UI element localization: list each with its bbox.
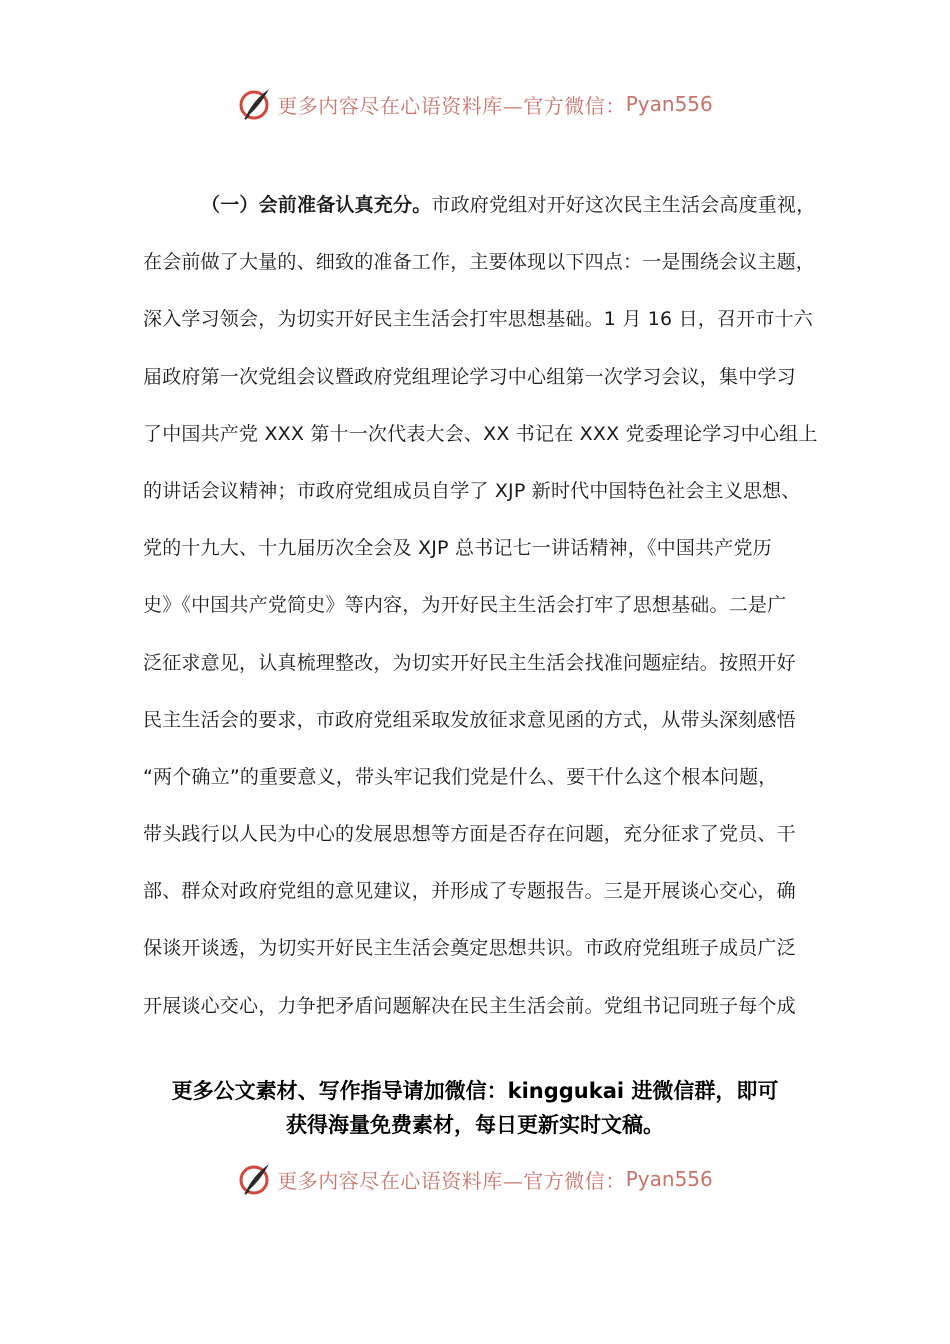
paragraph-line: 届政府第一次党组会议暨政府党组理论学习中心组第一次学习会议，集中学习 (143, 365, 796, 388)
quill-logo-icon (237, 1161, 273, 1197)
paragraph-text: 市政府党组对开好这次民主生活会高度重视， (431, 194, 816, 216)
paragraph-line: 泛征求意见，认真梳理整改，为切实开好民主生活会找准问题症结。按照开好 (143, 651, 796, 674)
paragraph-line: 开展谈心交心，力争把矛盾问题解决在民主生活会前。党组书记同班子每个成 (143, 994, 796, 1017)
paragraph-line: 史》《中国共产党简史》等内容，为开好民主生活会打牢了思想基础。二是广 (143, 594, 787, 617)
section-heading: （一）会前准备认真充分。 (201, 194, 432, 216)
promo-line-2: 获得海量免费素材，每日更新实时文稿。 (286, 1113, 664, 1137)
paragraph-line: 的讲话会议精神；市政府党组成员自学了 XJP 新时代中国特色社会主义思想、 (143, 479, 801, 502)
paragraph-line (143, 177, 816, 234)
paragraph-line: 了中国共产党 XXX 第十一次代表大会、XX 书记在 XXX 党委理论学习中心组上 (143, 422, 818, 445)
promo-line-1: 更多公文素材、写作指导请加微信：kinggukai 进微信群，即可 (171, 1079, 779, 1103)
paragraph-line: “两个确立”的重要意义，带头牢记我们党是什么、要干什么这个根本问题， (143, 765, 778, 788)
banner-site-text: 更多内容尽在心语资料库—官方微信： (277, 93, 626, 118)
banner-site-text: 更多内容尽在心语资料库—官方微信： (277, 1168, 626, 1193)
paragraph-line: 在会前做了大量的、细致的准备工作，主要体现以下四点：一是围绕会议主题， (143, 251, 816, 274)
quill-logo-icon (237, 86, 273, 122)
promo-notice (100, 1074, 850, 1142)
paragraph-line: 民主生活会的要求，市政府党组采取发放征求意见函的方式，从带头深刻感悟 (143, 708, 796, 731)
banner-contact: Pyan556 (625, 92, 713, 116)
paragraph-line: 部、群众对政府党组的意见建议，并形成了专题报告。三是开展谈心交心，确 (143, 880, 796, 903)
paragraph-line: 党的十九大、十九届历次全会及 XJP 总书记七一讲话精神，《中国共产党历 (143, 537, 772, 560)
header-banner (0, 82, 950, 126)
document-body (143, 177, 818, 1035)
banner-contact: Pyan556 (625, 1167, 713, 1191)
paragraph-line: 保谈开谈透，为切实开好民主生活会奠定思想共识。市政府党组班子成员广泛 (143, 937, 796, 960)
paragraph-line: 带头践行以人民为中心的发展思想等方面是否存在问题，充分征求了党员、干 (143, 823, 796, 846)
paragraph-line: 深入学习领会，为切实开好民主生活会打牢思想基础。1 月 16 日，召开市十六 (143, 308, 813, 331)
footer-banner (0, 1157, 950, 1201)
